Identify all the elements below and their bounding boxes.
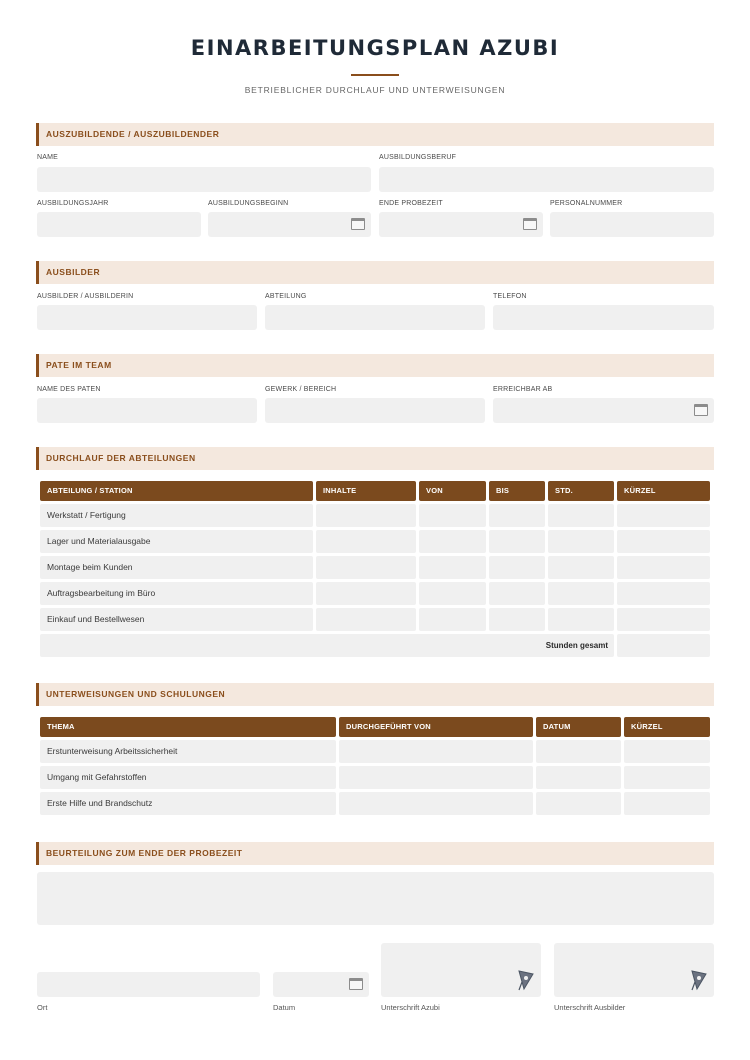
datum-field[interactable] [273,972,369,997]
personalnummer-field[interactable] [550,212,714,237]
kuerzel-cell[interactable] [617,530,710,553]
section-header-beurteilung: BEURTEILUNG ZUM ENDE DER PROBEZEIT [36,842,714,865]
page-title: EINARBEITUNGSPLAN AZUBI [190,36,560,60]
von-cell[interactable] [419,504,486,527]
kuerzel-cell[interactable] [617,582,710,605]
inhalte-cell[interactable] [316,608,416,631]
von-cell[interactable] [419,582,486,605]
abteilung-field[interactable] [265,305,485,330]
std-cell[interactable] [548,608,614,631]
calendar-icon[interactable] [351,218,365,230]
section-header-durchlauf: DURCHLAUF DER ABTEILUNGEN [36,447,714,470]
section-header-unterweisungen: UNTERWEISUNGEN UND SCHULUNGEN [36,683,714,706]
stunden-gesamt-label: Stunden gesamt [545,641,608,650]
column-header-std: STD. [548,481,614,501]
personalnummer-label: PERSONALNUMMER [550,200,623,207]
ausbildungsjahr-label: AUSBILDUNGSJAHR [37,200,109,207]
bis-cell[interactable] [489,530,545,553]
table-row-thema: Umgang mit Gefahrstoffen [40,766,336,789]
inhalte-cell[interactable] [316,556,416,579]
unterschrift-azubi-label: Unterschrift Azubi [381,1003,440,1012]
inhalte-cell[interactable] [316,504,416,527]
column-header-thema: THEMA [40,717,336,737]
kuerzel-cell[interactable] [617,504,710,527]
kuerzel-cell[interactable] [624,766,710,789]
calendar-icon[interactable] [349,978,363,990]
pate-name-label: NAME DES PATEN [37,386,101,393]
column-header-kuerzel: KÜRZEL [617,481,710,501]
von-cell[interactable] [419,608,486,631]
unterschrift-azubi-field[interactable] [381,943,541,997]
stunden-gesamt-cell[interactable] [617,634,710,657]
erreichbar-field[interactable] [493,398,714,423]
durchgefuehrt-cell[interactable] [339,740,533,763]
ende-probezeit-label: ENDE PROBEZEIT [379,200,443,207]
pen-nib-icon [690,969,708,991]
std-cell[interactable] [548,582,614,605]
beurteilung-textarea[interactable] [37,872,714,925]
std-cell[interactable] [548,530,614,553]
kuerzel-cell[interactable] [624,792,710,815]
unterschrift-ausbilder-label: Unterschrift Ausbilder [554,1003,626,1012]
ausbildungsberuf-label: AUSBILDUNGSBERUF [379,154,457,161]
kuerzel-cell[interactable] [617,608,710,631]
name-field[interactable] [37,167,371,192]
bis-cell[interactable] [489,582,545,605]
column-header-von: VON [419,481,486,501]
datum-label: Datum [273,1003,296,1012]
ausbildungsbeginn-label: AUSBILDUNGSBEGINN [208,200,289,207]
ort-field[interactable] [37,972,260,997]
ausbilder-label: AUSBILDER / AUSBILDERIN [37,293,134,300]
total-row [40,634,614,657]
pate-name-field[interactable] [37,398,257,423]
pen-nib-icon [517,969,535,991]
column-header-kuerzel: KÜRZEL [624,717,710,737]
title-divider [351,74,399,76]
bis-cell[interactable] [489,556,545,579]
column-header-durchgefuehrt: DURCHGEFÜHRT VON [339,717,533,737]
column-header-bis: BIS [489,481,545,501]
std-cell[interactable] [548,504,614,527]
ausbildungsberuf-field[interactable] [379,167,714,192]
section-header-azubi: AUSZUBILDENDE / AUSZUBILDENDER [36,123,714,146]
kuerzel-cell[interactable] [624,740,710,763]
section-header-ausbilder: AUSBILDER [36,261,714,284]
table-row-station: Einkauf und Bestellwesen [40,608,313,631]
calendar-icon[interactable] [523,218,537,230]
inhalte-cell[interactable] [316,582,416,605]
table-row-station: Werkstatt / Fertigung [40,504,313,527]
von-cell[interactable] [419,530,486,553]
gewerk-field[interactable] [265,398,485,423]
gewerk-label: GEWERK / BEREICH [265,386,337,393]
ort-label: Ort [37,1003,48,1012]
table-row-thema: Erstunterweisung Arbeitssicherheit [40,740,336,763]
ausbildungsbeginn-field[interactable] [208,212,371,237]
table-row-station: Lager und Materialausgabe [40,530,313,553]
durchgefuehrt-cell[interactable] [339,766,533,789]
datum-cell[interactable] [536,766,621,789]
bis-cell[interactable] [489,608,545,631]
ende-probezeit-field[interactable] [379,212,543,237]
std-cell[interactable] [548,556,614,579]
erreichbar-label: ERREICHBAR AB [493,386,553,393]
calendar-icon[interactable] [694,404,708,416]
column-header-inhalte: INHALTE [316,481,416,501]
telefon-field[interactable] [493,305,714,330]
ausbilder-field[interactable] [37,305,257,330]
unterschrift-ausbilder-field[interactable] [554,943,714,997]
datum-cell[interactable] [536,792,621,815]
von-cell[interactable] [419,556,486,579]
datum-cell[interactable] [536,740,621,763]
name-label: NAME [37,154,59,161]
table-row-station: Montage beim Kunden [40,556,313,579]
abteilung-label: ABTEILUNG [265,293,307,300]
table-row-station: Auftragsbearbeitung im Büro [40,582,313,605]
ausbildungsjahr-field[interactable] [37,212,201,237]
page-subtitle: BETRIEBLICHER DURCHLAUF UND UNTERWEISUNGEN [244,85,506,95]
table-row-thema: Erste Hilfe und Brandschutz [40,792,336,815]
kuerzel-cell[interactable] [617,556,710,579]
column-header-abteilung: ABTEILUNG / STATION [40,481,313,501]
section-header-pate: PATE IM TEAM [36,354,714,377]
telefon-label: TELEFON [493,293,527,300]
column-header-datum: DATUM [536,717,621,737]
inhalte-cell[interactable] [316,530,416,553]
bis-cell[interactable] [489,504,545,527]
durchgefuehrt-cell[interactable] [339,792,533,815]
